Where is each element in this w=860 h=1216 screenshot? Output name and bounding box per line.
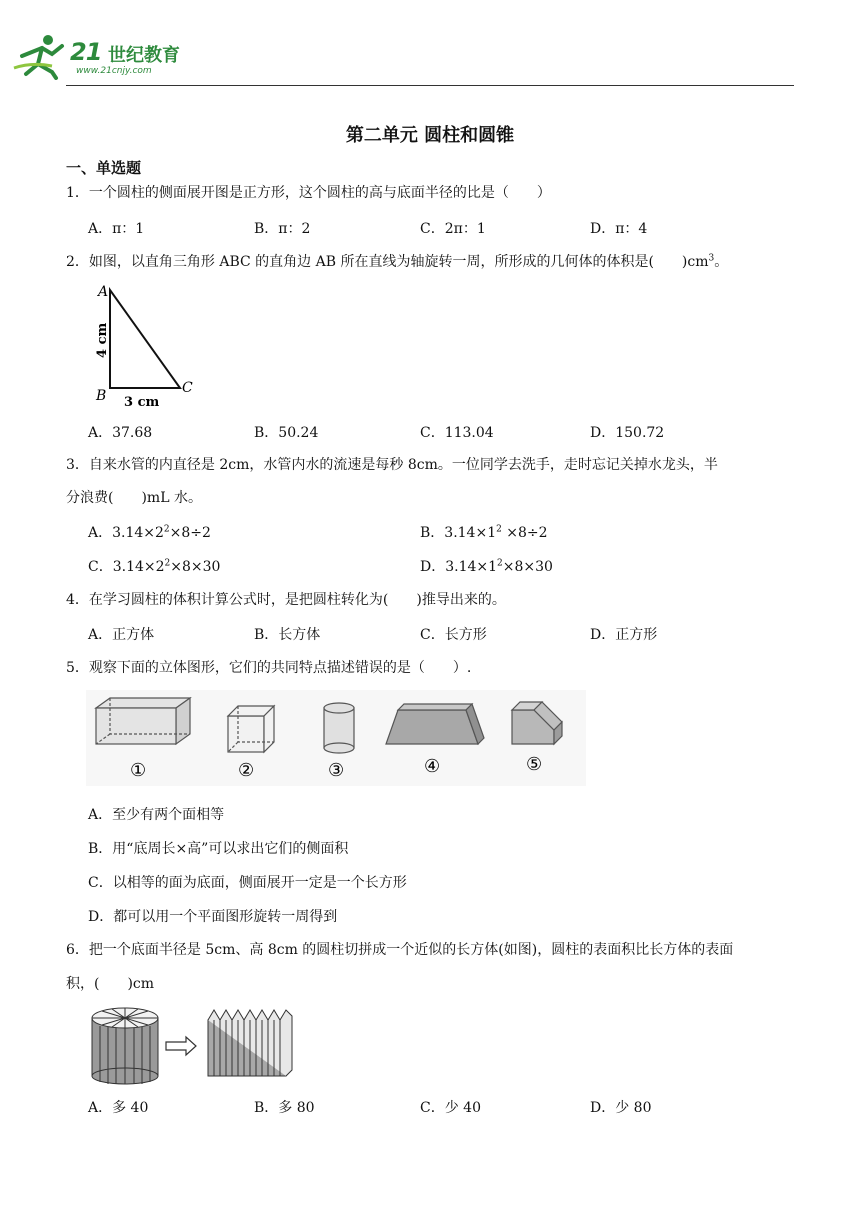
question-2-stem: 2．如图，以直角三角形 ABC 的直角边 AB 所在直线为轴旋转一周，所形成的几何体的体积是( )$cm^3$。: [66, 253, 729, 270]
page-title: 第二单元 圆柱和圆锥: [345, 125, 515, 146]
question-3-stem-line-1: 3．自来水管的内直径是 2cm，水管内水的流速是每秒 8cm。一位同学去洗手，走时忘记关掉水龙头，半: [66, 457, 718, 473]
q5-option-b: B．用“底周长×高”可以求出它们的侧面积: [88, 841, 349, 857]
question-4-stem: 4．在学习圆柱的体积计算公式时，是把圆柱转化为( )推导出来的。: [66, 592, 506, 608]
approximate-cuboid-shape: [208, 1010, 292, 1076]
side-ab-label: 4 cm: [95, 322, 110, 358]
cylinder-to-cuboid-figure: [86, 1002, 296, 1086]
solid-shapes-figure: [86, 690, 586, 786]
q4-option-c: C．长方形: [420, 627, 487, 643]
cube-shape: [228, 706, 274, 752]
arrow-right-icon: [166, 1037, 196, 1055]
question-5-stem: 5．观察下面的立体图形，它们的共同特点描述错误的是（ ）.: [66, 660, 472, 676]
triangle-abc-figure: [88, 278, 208, 410]
sliced-cylinder-shape: [92, 1008, 158, 1084]
vertex-c-label: C: [182, 380, 193, 396]
q5-option-c: C．以相等的面为底面，侧面展开一定是一个长方形: [88, 875, 407, 891]
shape-label-5: ⑤: [526, 754, 543, 775]
question-3-stem-line-2: 分浪费( )mL 水。: [66, 490, 202, 506]
q1-option-d: D．π：4: [590, 221, 648, 237]
shape-label-3: ③: [328, 760, 345, 781]
q3-option-c: C．$3.14\times 2^2\times 8\times 30$: [88, 558, 221, 575]
q2-option-b: B．50.24: [254, 425, 319, 441]
logo-text: 世纪教育: [108, 45, 180, 66]
q3-option-a: A．$3.14\times 2^2\times 8\div 2$: [88, 524, 211, 541]
q2-option-c: C．113.04: [420, 425, 494, 441]
cuboid-shape: [96, 698, 190, 744]
q2-option-d: D．150.72: [590, 425, 665, 441]
shape-label-1: ①: [130, 760, 147, 781]
cylinder-shape: [324, 703, 354, 753]
q6-option-c: C．少 40: [420, 1100, 481, 1116]
q4-option-a: A．正方体: [88, 627, 155, 643]
side-bc-label: 3 cm: [124, 395, 160, 410]
question-6-stem-line-2: 积，( )cm: [66, 976, 155, 992]
trapezoid-prism-shape: [386, 704, 484, 744]
header-divider: [66, 85, 794, 86]
q2-option-a: A．37.68: [88, 425, 153, 441]
question-1-stem: 1．一个圆柱的侧面展开图是正方形，这个圆柱的高与底面半径的比是（ ）: [66, 185, 551, 201]
logo-number: 21: [70, 38, 102, 66]
logo-url: www.21cnjy.com: [76, 66, 152, 76]
q4-option-d: D．正方形: [590, 627, 658, 643]
section-heading: 一、单选题: [66, 159, 142, 177]
shape-label-2: ②: [238, 760, 255, 781]
q6-option-b: B．多 80: [254, 1100, 315, 1116]
q6-option-a: A．多 40: [88, 1100, 149, 1116]
q1-option-a: A．π：1: [88, 221, 145, 237]
vertex-b-label: B: [96, 388, 107, 404]
q4-option-b: B．长方体: [254, 627, 321, 643]
q1-option-c: C．2π：1: [420, 221, 486, 237]
q5-option-d: D．都可以用一个平面图形旋转一周得到: [88, 909, 338, 925]
q5-option-a: A．至少有两个面相等: [88, 807, 225, 823]
logo-runner-icon: [12, 32, 72, 80]
question-6-stem-line-1: 6．把一个底面半径是 5cm、高 8cm 的圆柱切拼成一个近似的长方体(如图)，圆柱的表面积比长方体的表面: [66, 942, 734, 958]
q1-option-b: B．π：2: [254, 221, 311, 237]
q3-option-b: B．$3.14\times 1^2 \times 8\div 2$: [420, 524, 548, 541]
vertex-a-label: A: [98, 284, 109, 300]
q3-option-d: D．$3.14\times 1^2\times 8\times 30$: [420, 558, 553, 575]
q6-option-d: D．少 80: [590, 1100, 652, 1116]
shape-label-4: ④: [424, 756, 441, 777]
